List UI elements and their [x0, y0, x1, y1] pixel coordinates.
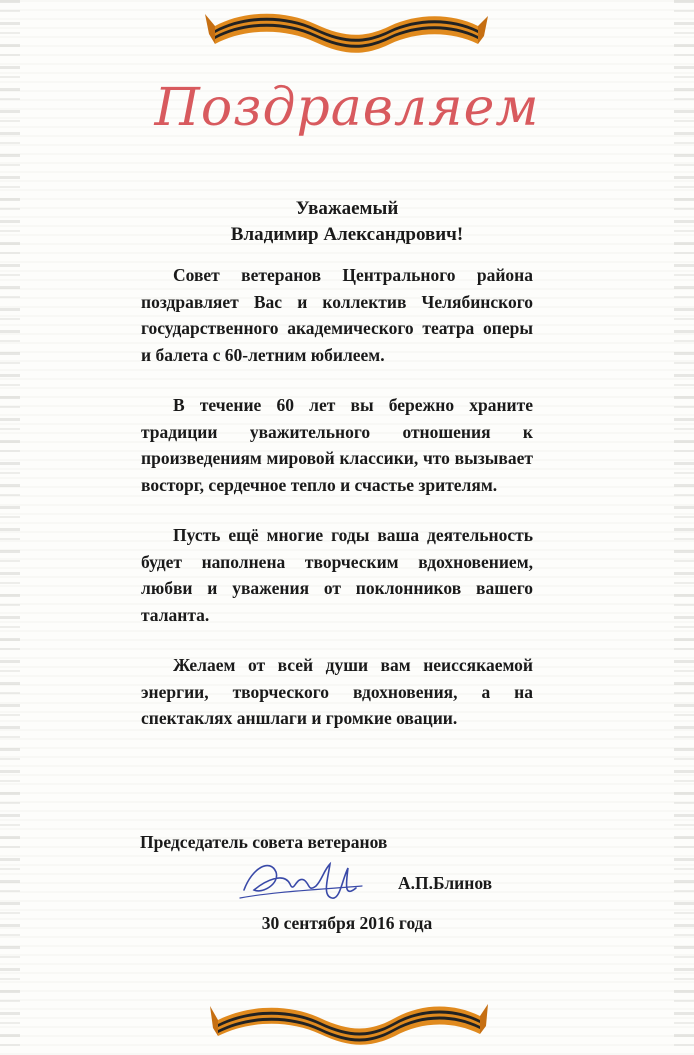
- handwritten-signature-icon: [232, 850, 372, 910]
- salutation-line-2: Владимир Александрович!: [230, 224, 464, 245]
- paragraph: В течение 60 лет вы бережно храните традиции уважительного отношения к произведениям мировой классики, что вызывает восторг, сердечное тепло и счастье зрителям.: [141, 395, 533, 495]
- signer-name: А.П.Блинов: [398, 873, 493, 893]
- paragraph: Совет ветеранов Центрального района поздравляет Вас и коллектив Челябинского государственного академического театра оперы и балета с 60-летним юбилеем.: [141, 265, 533, 365]
- decorative-border-left: [0, 0, 20, 1055]
- st-george-ribbon-top-icon: [205, 4, 488, 56]
- letter-body: [141, 262, 533, 756]
- signer-title: Председатель совета ветеранов: [140, 832, 388, 852]
- st-george-ribbon-bottom-icon: [210, 990, 488, 1045]
- heading-congratulations: Поздравляем: [154, 78, 540, 138]
- salutation: [0, 196, 694, 248]
- salutation-line-1: Уважаемый: [295, 198, 399, 219]
- paragraph: Желаем от всей души вам неиссякаемой энергии, творческого вдохновения, а на спектаклях аншлаги и громкие овации.: [141, 655, 533, 728]
- decorative-border-right: [674, 0, 694, 1055]
- paragraph: Пусть ещё многие годы ваша деятельность будет наполнена творческим вдохновением, любви и уважения от поклонников вашего таланта.: [141, 525, 533, 625]
- letter-date: 30 сентября 2016 года: [261, 913, 433, 933]
